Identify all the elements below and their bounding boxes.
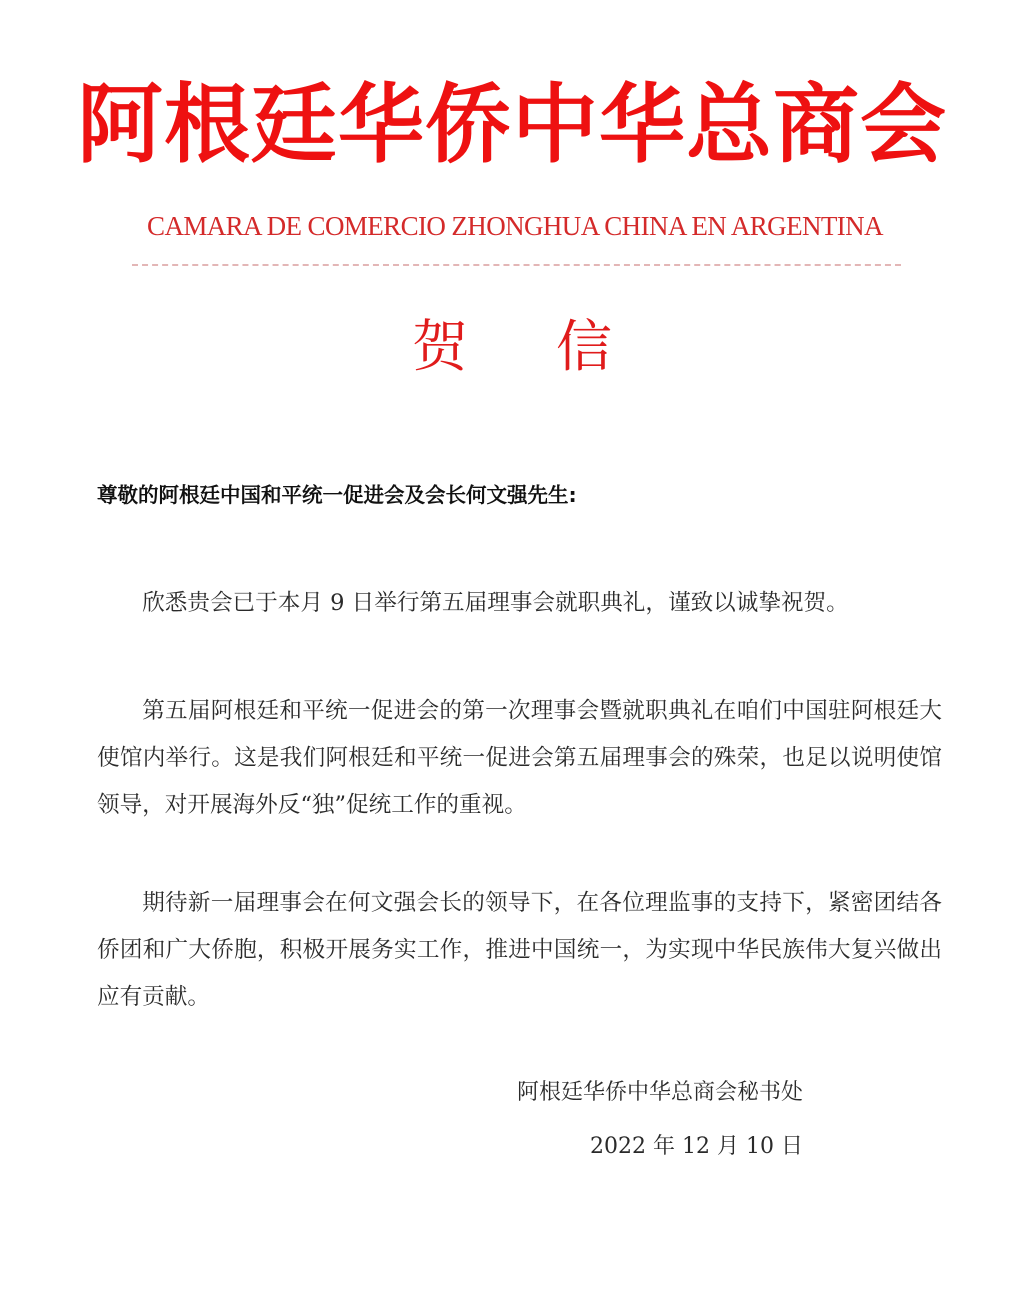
letterhead-org-name-spanish: CAMARA DE COMERCIO ZHONGHUA CHINA EN ARGENTINA [147,211,883,241]
document-title [0,308,1024,388]
document-title-char-1: 贺 [412,315,468,380]
document-title-char-2: 信 [556,315,612,380]
letterhead-divider [132,264,901,266]
salutation: 尊敬的阿根廷中国和平统一促进会及会长何文强先生: [97,483,577,507]
letterhead-org-name-chinese: 阿根廷华侨中华总商会 [77,75,947,175]
signature-block: 阿根廷华侨中华总商会秘书处 [517,1080,804,1105]
body-paragraph-1: 欣悉贵会已于本月 9 日举行第五届理事会就职典礼，谨致以诚挚祝贺。 [142,590,849,616]
body-paragraph-2: 第五届阿根廷和平统一促进会的第一次理事会暨就职典礼在咱们中国驻阿根廷大使馆内举行。这是我们阿根廷和平统一促进会第五届理事会的殊荣，也足以说明使馆领导，对开展海外反“独”促统工作的重视。 [97,698,942,818]
body-paragraph-3: 期待新一届理事会在何文强会长的领导下，在各位理监事的支持下，紧密团结各侨团和广大侨胞，积极开展务实工作，推进中国统一，为实现中华民族伟大复兴做出应有贡献。 [97,890,942,1010]
letter-date: 2022 年 12 月 10 日 [590,1134,803,1159]
